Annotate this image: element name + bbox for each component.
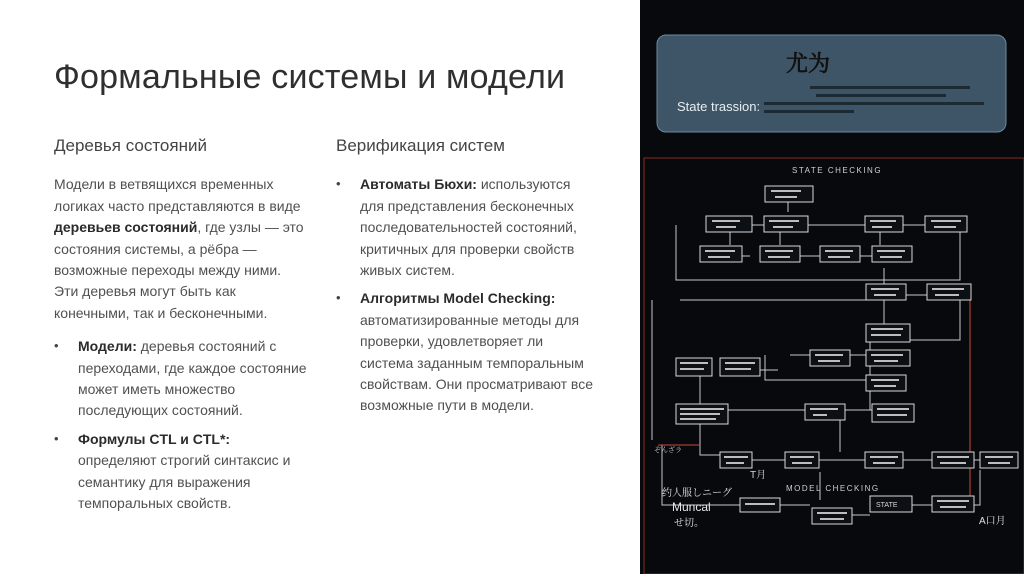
flowchart-svg: [640, 0, 1024, 574]
side-label-1: ぞんざラ: [654, 447, 682, 454]
bottom-left-label-3: せ切。: [674, 518, 704, 529]
bullet-term: Модели:: [78, 338, 137, 355]
intro-text-1: Модели в ветвящихся временных логиках часто представляются в виде: [54, 176, 301, 214]
mid-column: [336, 135, 598, 424]
left-bullet-list: [54, 336, 309, 514]
section-label-bottom: MODEL CHECKING: [786, 484, 880, 493]
intro-text-2: , где узлы — это состояния системы, а рёбра — возможные переходы между ними. Эти деревья могут быть как конечными, так и бесконечными.: [54, 219, 304, 321]
bottom-left-label-2: Muncal: [672, 500, 711, 514]
intro-bold-term: деревьев состояний: [54, 219, 198, 236]
bottom-right-label: A口月: [979, 516, 1006, 527]
mid-column-heading: Верификация систем: [336, 136, 505, 155]
bullet-text: используются для представления бесконечных последовательностей состояний, критичных для проверки свойств живых систем.: [360, 176, 577, 279]
left-bullet-models: [54, 336, 309, 422]
flowchart-illustration: [640, 0, 1024, 574]
mid-bullet-buchi: [336, 174, 598, 281]
left-column-intro: [54, 174, 309, 324]
left-column-heading: Деревья состояний: [54, 136, 207, 155]
bullet-term: Формулы CTL и CTL*:: [78, 430, 231, 447]
left-column: [54, 135, 309, 522]
header-glyphs: 尤为: [786, 51, 831, 76]
section-label-top: STATE CHECKING: [792, 166, 883, 175]
page-title: Формальные системы и модели: [54, 58, 566, 96]
bullet-text: определяют строгий синтаксис и семантику для выражения темпоральных свойств.: [78, 452, 291, 512]
mid-bullet-list: [336, 174, 598, 416]
left-bullet-formulas: [54, 429, 309, 515]
bullet-term: Алгоритмы Model Checking:: [360, 290, 556, 307]
header-panel: [657, 35, 1006, 132]
node-state-label: STATE: [876, 502, 898, 509]
header-label: State trassion:: [677, 99, 761, 114]
mid-bullet-model-checking: [336, 288, 598, 416]
side-label-2: T月: [750, 470, 767, 481]
bullet-term: Автоматы Бюхи:: [360, 176, 477, 193]
bullet-text: деревья состояний с переходами, где каждое состояние может иметь множество последующих состояний.: [78, 338, 307, 419]
bottom-left-label-1: 约人服しニーグ: [662, 488, 732, 499]
bullet-text: автоматизированные методы для проверки, удовлетворяет ли система заданным темпоральным свойствам. Они просматривают все возможные пути в модели.: [360, 311, 594, 414]
